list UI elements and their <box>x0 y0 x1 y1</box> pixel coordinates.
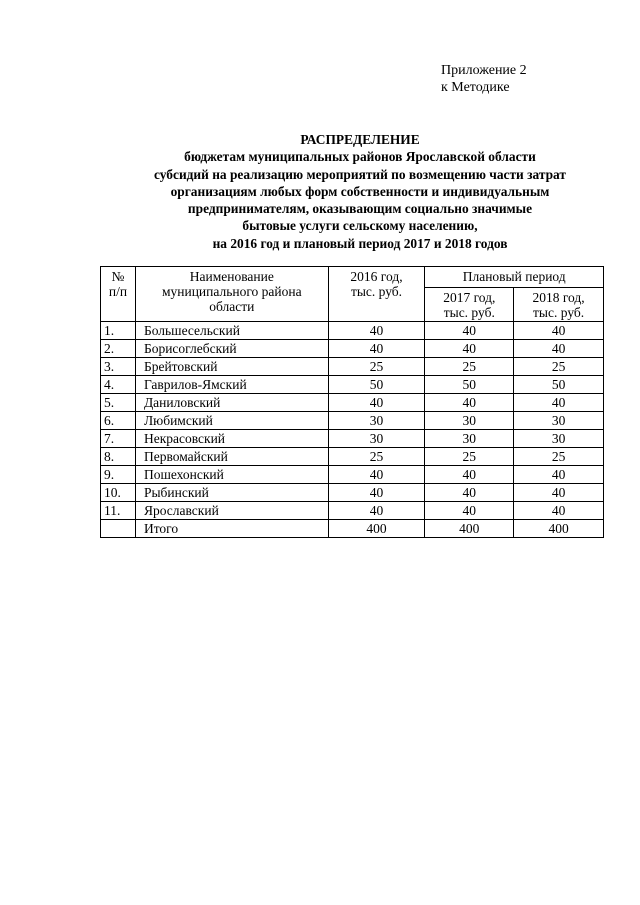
total-label: Итого <box>135 520 328 538</box>
header-name: Наименование муниципального района области <box>135 267 328 322</box>
row-district: Большесельский <box>135 322 328 340</box>
table-row <box>101 448 604 466</box>
table-row <box>101 376 604 394</box>
row-value-2016: 40 <box>328 322 425 340</box>
row-number: 3. <box>101 358 136 376</box>
table-row <box>101 322 604 340</box>
row-value-2016: 40 <box>328 484 425 502</box>
document-title <box>95 131 625 252</box>
distribution-table <box>100 266 604 538</box>
row-value-2018: 50 <box>514 376 604 394</box>
title-line: субсидий на реализацию мероприятий по возмещению части затрат <box>154 166 566 182</box>
row-district: Рыбинский <box>135 484 328 502</box>
title-line: бытовые услуги сельскому населению, <box>242 218 478 234</box>
row-value-2016: 30 <box>328 430 425 448</box>
row-value-2018: 25 <box>514 358 604 376</box>
table-row <box>101 340 604 358</box>
header-2017: 2017 год, тыс. руб. <box>425 288 514 322</box>
row-value-2017: 40 <box>425 502 514 520</box>
title-heading: РАСПРЕДЕЛЕНИЕ <box>300 132 420 147</box>
row-district: Борисоглебский <box>135 340 328 358</box>
title-line: предпринимателям, оказывающим социально значимые <box>187 201 533 217</box>
annex-line-1: Приложение 2 <box>441 63 527 78</box>
row-value-2018: 40 <box>514 340 604 358</box>
title-line: на 2016 год и плановый период 2017 и 2018 годов <box>212 235 508 251</box>
total-value-2018: 400 <box>514 520 604 538</box>
row-district: Гаврилов-Ямский <box>135 376 328 394</box>
row-number: 5. <box>101 394 136 412</box>
row-number: 1. <box>101 322 136 340</box>
row-value-2018: 40 <box>514 484 604 502</box>
row-value-2018: 40 <box>514 322 604 340</box>
row-value-2017: 40 <box>425 484 514 502</box>
header-2016: 2016 год, тыс. руб. <box>328 267 425 322</box>
table-total-row <box>101 520 604 538</box>
total-number <box>101 520 136 538</box>
row-value-2017: 50 <box>425 376 514 394</box>
row-value-2017: 25 <box>425 358 514 376</box>
row-number: 9. <box>101 466 136 484</box>
table-row <box>101 484 604 502</box>
row-district: Пошехонский <box>135 466 328 484</box>
row-value-2016: 40 <box>328 340 425 358</box>
title-line: бюджетам муниципальных районов Ярославской области <box>184 149 536 165</box>
row-value-2017: 25 <box>425 448 514 466</box>
row-value-2017: 40 <box>425 394 514 412</box>
row-district: Брейтовский <box>135 358 328 376</box>
row-value-2017: 30 <box>425 430 514 448</box>
table-row <box>101 466 604 484</box>
row-district: Ярославский <box>135 502 328 520</box>
row-value-2018: 30 <box>514 412 604 430</box>
table-row <box>101 430 604 448</box>
row-number: 10. <box>101 484 136 502</box>
row-value-2018: 40 <box>514 466 604 484</box>
row-value-2016: 50 <box>328 376 425 394</box>
annex-line-2: к Методике <box>441 80 510 95</box>
row-number: 8. <box>101 448 136 466</box>
row-district: Любимский <box>135 412 328 430</box>
total-value-2017: 400 <box>425 520 514 538</box>
row-value-2018: 25 <box>514 448 604 466</box>
row-value-2016: 25 <box>328 358 425 376</box>
row-value-2016: 30 <box>328 412 425 430</box>
row-district: Некрасовский <box>135 430 328 448</box>
table-row <box>101 394 604 412</box>
row-district: Даниловский <box>135 394 328 412</box>
annex-label <box>441 62 527 96</box>
table-row <box>101 412 604 430</box>
row-value-2018: 40 <box>514 502 604 520</box>
row-value-2017: 40 <box>425 466 514 484</box>
row-value-2016: 40 <box>328 502 425 520</box>
total-value-2016: 400 <box>328 520 425 538</box>
table-row <box>101 358 604 376</box>
row-number: 4. <box>101 376 136 394</box>
row-number: 7. <box>101 430 136 448</box>
row-number: 2. <box>101 340 136 358</box>
row-value-2018: 40 <box>514 394 604 412</box>
row-value-2016: 25 <box>328 448 425 466</box>
row-value-2018: 30 <box>514 430 604 448</box>
row-district: Первомайский <box>135 448 328 466</box>
table-header-row <box>101 267 604 288</box>
row-value-2017: 30 <box>425 412 514 430</box>
row-value-2016: 40 <box>328 394 425 412</box>
row-value-2017: 40 <box>425 322 514 340</box>
header-2018: 2018 год, тыс. руб. <box>514 288 604 322</box>
header-plan-period: Плановый период <box>425 267 604 288</box>
row-value-2017: 40 <box>425 340 514 358</box>
row-number: 6. <box>101 412 136 430</box>
row-value-2016: 40 <box>328 466 425 484</box>
row-number: 11. <box>101 502 136 520</box>
header-num: № п/п <box>101 267 136 322</box>
table-row <box>101 502 604 520</box>
title-line: организациям любых форм собственности и индивидуальным <box>170 183 550 199</box>
